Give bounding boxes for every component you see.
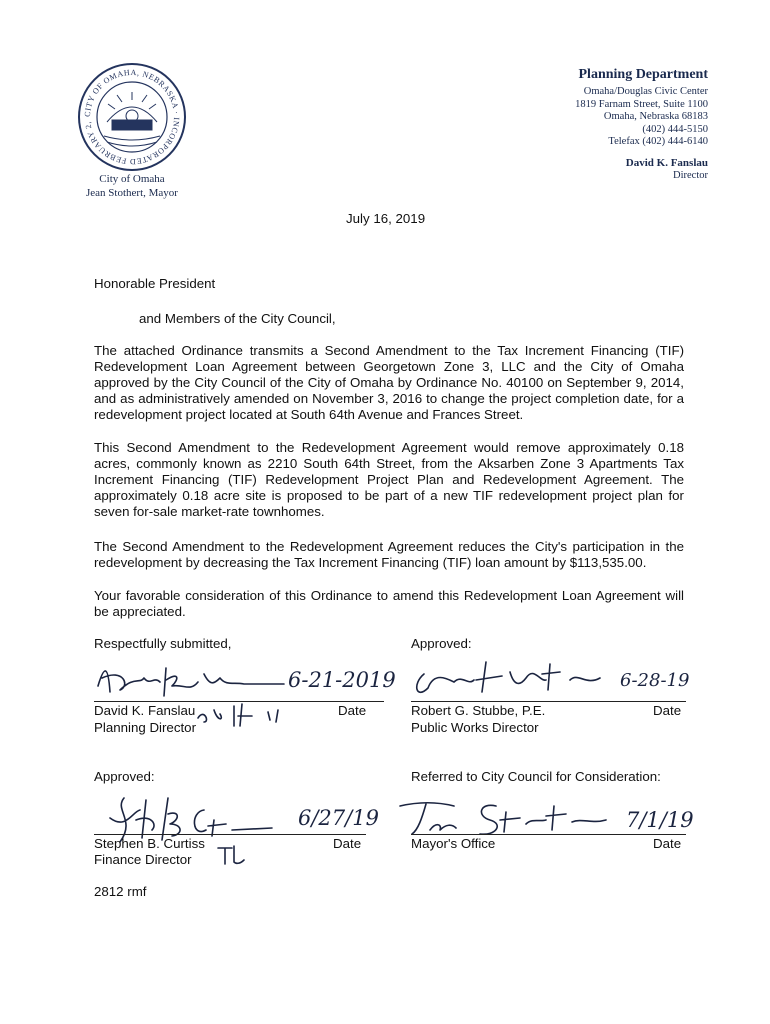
director-title: Director bbox=[673, 169, 708, 181]
date-label: Date bbox=[338, 703, 367, 718]
fax-line: Telefax (402) 444-6140 bbox=[608, 136, 708, 147]
letter-date: July 16, 2019 bbox=[346, 211, 426, 226]
salutation-line-1: Honorable President bbox=[94, 276, 216, 291]
paragraph-2: This Second Amendment to the Redevelopment Agreement would remove approximately 0.18 acres, commonly known as 2210 South 64th Street, from the Aksarben Zone 3 Apartments Tax Increment Financing (TIF) Redevelopment Project Plan and Redevelopment Agreement. The approximately 0.18 acre site is proposed to be part of a new TIF redevelopment project plan for seven for-sale market-rate townhomes. bbox=[94, 440, 684, 519]
referred-label: Referred to City Council for Consideration: bbox=[411, 769, 661, 784]
city-seal bbox=[77, 62, 187, 172]
date-label: Date bbox=[333, 836, 362, 851]
department-block bbox=[575, 66, 708, 182]
handwritten-date: 6/27/19 bbox=[298, 806, 379, 830]
address-line: Omaha, Nebraska 68183 bbox=[603, 111, 708, 122]
closing: Respectfully submitted, bbox=[94, 636, 232, 651]
paragraph-4: Your favorable consideration of this Ordinance to amend this Redevelopment Loan Agreement will be appreciated. bbox=[94, 588, 684, 619]
signer-name: Stephen B. Curtiss bbox=[94, 836, 205, 851]
paragraph-3: The Second Amendment to the Redevelopment Agreement reduces the City's participation in the redevelopment by decreasing the Tax Increment Financing (TIF) loan amount by $113,535.00. bbox=[94, 539, 684, 570]
city-name: City of Omaha bbox=[99, 173, 165, 185]
initials-mark bbox=[194, 700, 289, 730]
date-label: Date bbox=[653, 836, 682, 851]
address-line: 1819 Farnam Street, Suite 1100 bbox=[575, 98, 708, 110]
address-line: Omaha/Douglas Civic Center bbox=[583, 86, 708, 97]
signer-name: Robert G. Stubbe, P.E. bbox=[411, 703, 546, 718]
signer-name: Mayor's Office bbox=[411, 836, 496, 851]
reference-code: 2812 rmf bbox=[94, 884, 147, 899]
department-name: Planning Department bbox=[578, 67, 708, 82]
handwritten-date: 7/1/19 bbox=[626, 808, 694, 832]
signature-line bbox=[94, 834, 366, 835]
handwritten-date: 6-21-2019 bbox=[288, 668, 396, 692]
city-info bbox=[62, 172, 202, 200]
date-label: Date bbox=[653, 703, 682, 718]
signature-fanslau bbox=[94, 656, 294, 704]
signer-title: Public Works Director bbox=[411, 720, 539, 735]
signature-line bbox=[411, 834, 686, 835]
approved-label: Approved: bbox=[94, 769, 155, 784]
approved-label: Approved: bbox=[411, 636, 472, 651]
mayor-name: Jean Stothert, Mayor bbox=[86, 187, 178, 199]
paragraph-1: The attached Ordinance transmits a Second Amendment to the Tax Increment Financing (TIF) Redevelopment Loan Agreement between Georgetown Zone 3, LLC and the City of Omaha approved by the City Council of the City of Omaha by Ordinance No. 40100 on September 9, 2014, and as administratively amended on November 3, 2016 to change the project completion date, for a redevelopment project located at South 64th Avenue and Frances Street. bbox=[94, 343, 684, 422]
phone-line: (402) 444-5150 bbox=[642, 123, 708, 135]
handwritten-date: 6-28-19 bbox=[620, 670, 690, 691]
signer-title: Planning Director bbox=[94, 720, 196, 735]
initials-mark bbox=[214, 842, 248, 868]
svg-text:CITY OF OMAHA, NEBRASKA · INCO: CITY OF OMAHA, NEBRASKA · INCORPORATED FEBRUARY 2, bbox=[82, 67, 182, 167]
director-name: David K. Fanslau bbox=[625, 156, 708, 169]
signer-name: David K. Fanslau bbox=[94, 703, 196, 718]
signature-stubbe bbox=[410, 652, 610, 704]
signature-line bbox=[411, 701, 686, 702]
signer-title: Finance Director bbox=[94, 852, 192, 867]
salutation-line-2: and Members of the City Council, bbox=[139, 311, 336, 326]
